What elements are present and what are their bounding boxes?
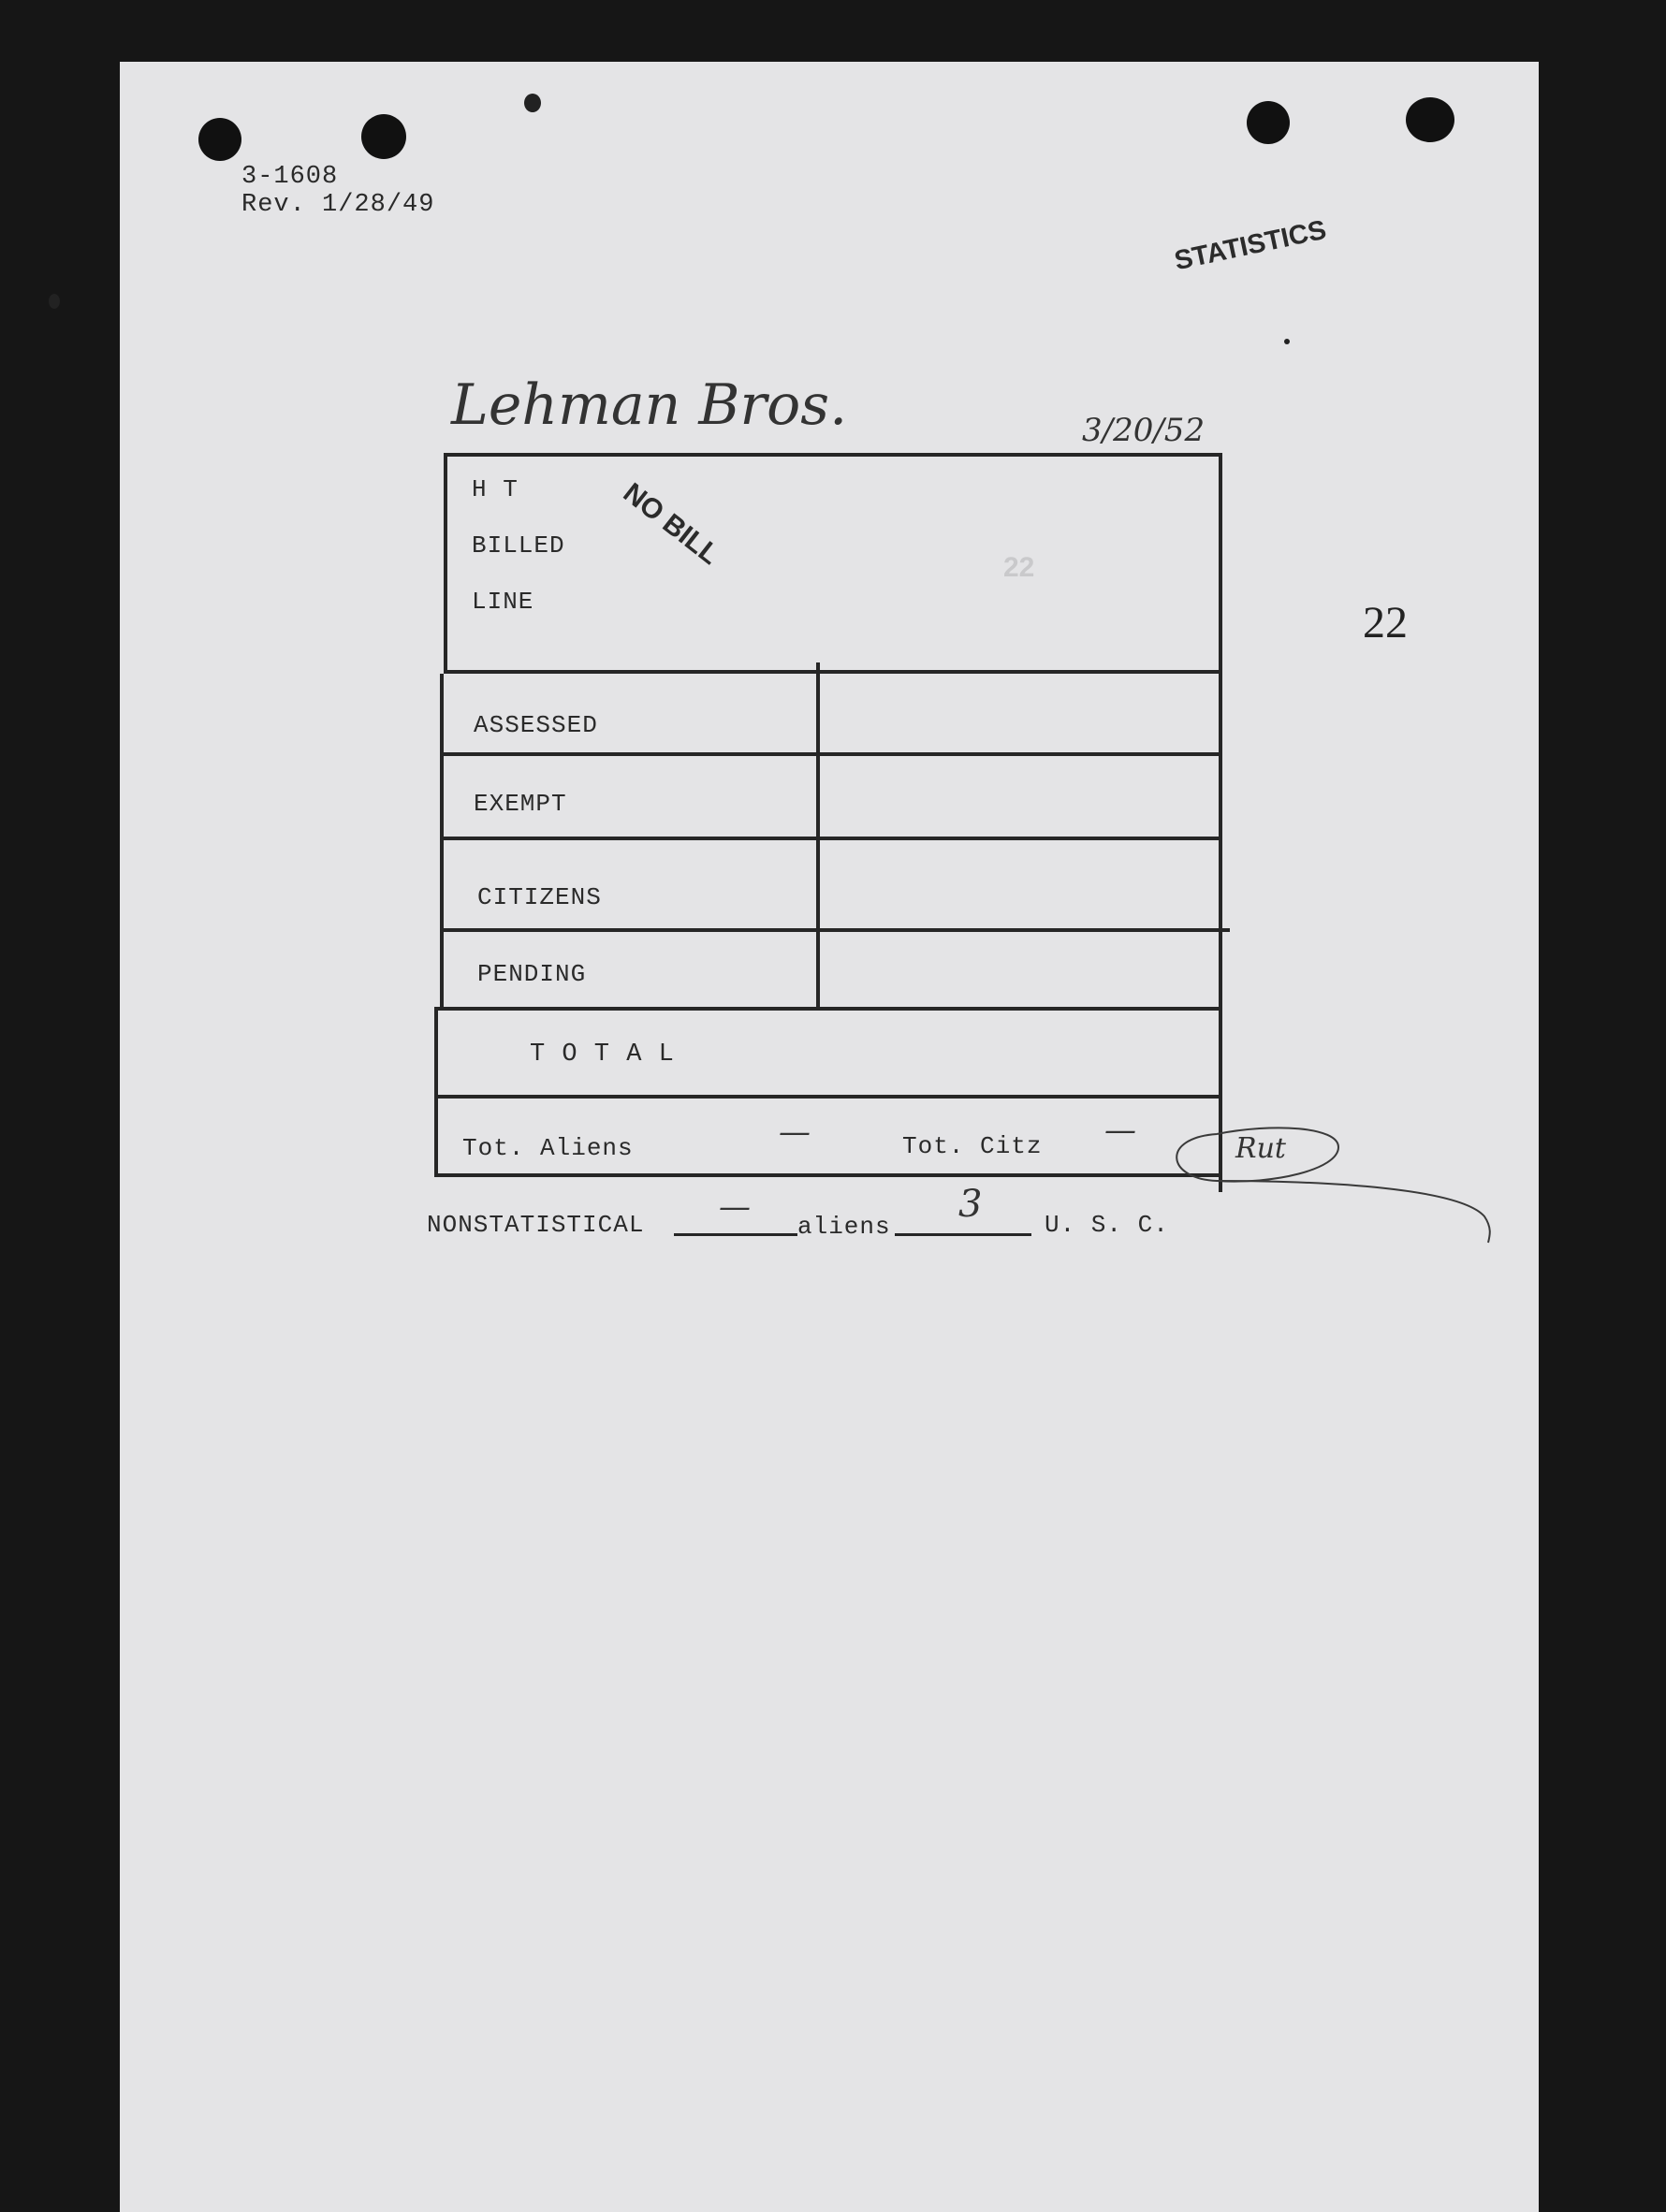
- table-header-line: LINE: [472, 588, 534, 616]
- handwritten-company-name: Lehman Bros.: [451, 372, 848, 438]
- nonstatistical-usc-value: 3: [958, 1183, 983, 1226]
- tot-aliens-value: —: [779, 1113, 811, 1151]
- nonstatistical-label: NONSTATISTICAL: [427, 1211, 645, 1239]
- handwritten-initials: Rut: [1235, 1132, 1286, 1165]
- tot-citz-value: —: [1104, 1112, 1136, 1149]
- table-header-billed: BILLED: [472, 531, 565, 560]
- nonstatistical-aliens-label: aliens: [797, 1213, 891, 1241]
- total-label: T O T A L: [530, 1041, 675, 1069]
- nonstatistical-aliens-value: —: [719, 1188, 751, 1226]
- statistics-stamp: STATISTICS: [1172, 214, 1329, 277]
- table-header-ht: H T: [472, 475, 519, 503]
- form-number: 3-1608: [241, 163, 339, 191]
- tot-citz-label: Tot. Citz: [902, 1132, 1043, 1160]
- form-revision: Rev. 1/28/49: [241, 191, 435, 219]
- row-label-assessed: ASSESSED: [474, 711, 598, 739]
- nonstatistical-usc-label: U. S. C.: [1045, 1211, 1169, 1239]
- tot-aliens-label: Tot. Aliens: [462, 1134, 634, 1162]
- row-label-pending: PENDING: [477, 960, 587, 988]
- row-label-citizens: CITIZENS: [477, 883, 602, 911]
- no-bill-stamp: NO BILL: [617, 477, 725, 571]
- handwritten-date: 3/20/52: [1082, 412, 1206, 449]
- faint-number: 22: [1003, 552, 1035, 583]
- row-label-exempt: EXEMPT: [474, 790, 567, 818]
- page-number: 22: [1363, 598, 1408, 648]
- nonstatistical-blank-1: [674, 1233, 797, 1236]
- nonstatistical-blank-2: [895, 1233, 1031, 1236]
